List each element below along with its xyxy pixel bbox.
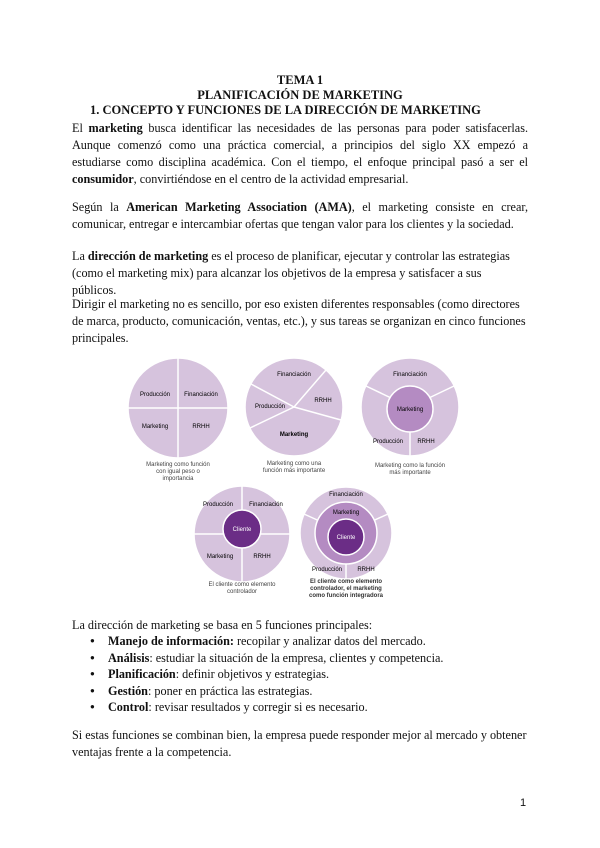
paragraph-functions-intro: La dirección de marketing se basa en 5 funciones principales: [72,618,373,632]
marketing-functions-figure [120,352,480,606]
label-financiacion: Financiación [329,492,363,498]
label-marketing: Marketing [396,407,424,413]
topic-label: TEMA 1 [276,73,324,87]
label-rrhh: RRHH [357,567,375,573]
paragraph-marketing-intro: El marketing busca identificar las necesidades de las personas para poder satisfacerlas. Aunque comenzó como una práctica comercial, a principios del siglo XX empezó a estudiarse como disciplina académica. Con el tiempo, el enfoque principal pasó a ser el consumidor, convirtiéndose en el centro de la actividad empresarial. [72,121,528,186]
list-item: ● Planificación: definir objetivos y estrategias. [90,666,443,683]
caption-line: importancia [162,476,194,482]
caption-line: como función integradora [308,593,384,599]
diagram-client-controller [194,486,290,595]
caption-line: Marketing como función [146,462,210,468]
label-rrhh: RRHH [417,439,435,445]
label-produccion: Producción [311,567,343,573]
diagram-client-marketing-integrator [300,487,392,599]
label-produccion: Producción [372,439,404,445]
label-rrhh: RRHH [314,398,332,404]
caption-line: controlador, el marketing [310,586,382,592]
label-marketing: Marketing [206,554,234,560]
label-produccion: Producción [202,502,234,508]
diagram-marketing-more-important [245,358,343,474]
paragraph-ama-definition: Según la American Marketing Association (AMA), el marketing consiste en crear, comunicar, entregar e intercambiar ofertas que tengan valor para los clientes y la sociedad. [72,200,528,231]
label-cliente: Cliente [336,535,356,541]
caption-line: El cliente como elemento [309,579,383,585]
label-produccion: Producción [139,392,171,398]
caption-line: Marketing como una [266,461,322,467]
paragraph-conclusion: Si estas funciones se combinan bien, la empresa puede responder mejor al mercado y obtener ventajas frente a la competencia. [72,728,527,759]
functions-list [90,633,443,716]
paragraph-direccion-marketing: La dirección de marketing es el proceso de planificar, ejecutar y controlar las estrategias (como el marketing mix) para alcanzar los objetivos de la empresa y satisfacer a sus públicos. [72,249,510,297]
list-item: ● Manejo de información: recopilar y analizar datos del mercado. [90,633,443,650]
page-title: PLANIFICACIÓN DE MARKETING [197,88,403,102]
label-financiacion: Financiación [249,502,283,508]
page-number: 1 [520,797,527,809]
list-item: ● Control: revisar resultados y corregir si es necesario. [90,699,443,716]
caption-line: controlador [226,589,258,595]
paragraph-responsables: Dirigir el marketing no es sencillo, por eso existen diferentes responsables (como directores de marca, producto, comunicación, ventas, etc.), y sus tareas se organizan en cinco funciones principales. [72,297,526,345]
label-rrhh: RRHH [253,554,271,560]
list-item: ● Gestión: poner en práctica las estrategias. [90,683,443,700]
list-item: ● Análisis: estudiar la situación de la empresa, clientes y competencia. [90,650,443,667]
caption-line: Marketing como la función [374,463,446,469]
label-marketing: Marketing [279,432,309,438]
label-marketing: Marketing [141,424,169,430]
label-rrhh: RRHH [192,424,210,430]
label-produccion: Producción [254,404,286,410]
label-financiacion: Financiación [277,372,311,378]
caption-line: más importante [389,470,431,476]
section-heading: 1. CONCEPTO Y FUNCIONES DE LA DIRECCIÓN DE MARKETING [90,103,481,117]
caption-line: El cliente como elemento [208,582,276,588]
label-financiacion: Financiación [184,392,218,398]
label-cliente: Cliente [232,527,252,533]
diagram-marketing-central [361,358,459,476]
caption-line: función más importante [262,468,326,474]
caption-line: con igual peso o [156,469,200,475]
label-financiacion: Financiación [393,372,427,378]
diagram-equal-weight [128,358,228,482]
label-marketing: Marketing [332,510,360,516]
